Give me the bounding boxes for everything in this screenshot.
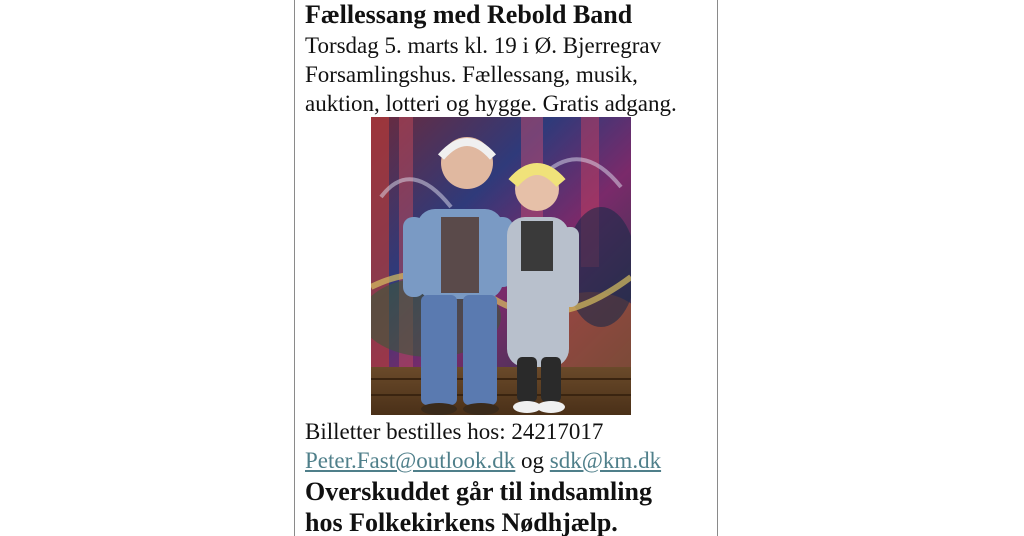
conjunction-text: og: [521, 448, 545, 473]
event-details-line-3: auktion, lotteri og hygge. Gratis adgang.: [305, 91, 677, 116]
email-link-peter[interactable]: Peter.Fast@outlook.dk: [305, 448, 516, 473]
band-photo: [371, 117, 631, 415]
event-details-line-1: Torsdag 5. marts kl. 19 i Ø. Bjerregrav: [305, 33, 662, 58]
event-notice: [294, 0, 718, 536]
contact-emails: [305, 447, 661, 474]
proceeds-note-line-1: Overskuddet går til indsamling: [305, 477, 652, 506]
proceeds-note-line-2: hos Folkekirkens Nødhjælp.: [305, 508, 618, 536]
ticket-info: Billetter bestilles hos: 24217017: [305, 419, 604, 444]
email-link-sdk[interactable]: sdk@km.dk: [549, 448, 662, 473]
proceeds-note: [305, 476, 652, 536]
band-photo-image: [371, 117, 631, 415]
event-title: Fællessang med Rebold Band: [305, 0, 633, 29]
event-details-line-2: Forsamlingshus. Fællessang, musik,: [305, 62, 638, 87]
